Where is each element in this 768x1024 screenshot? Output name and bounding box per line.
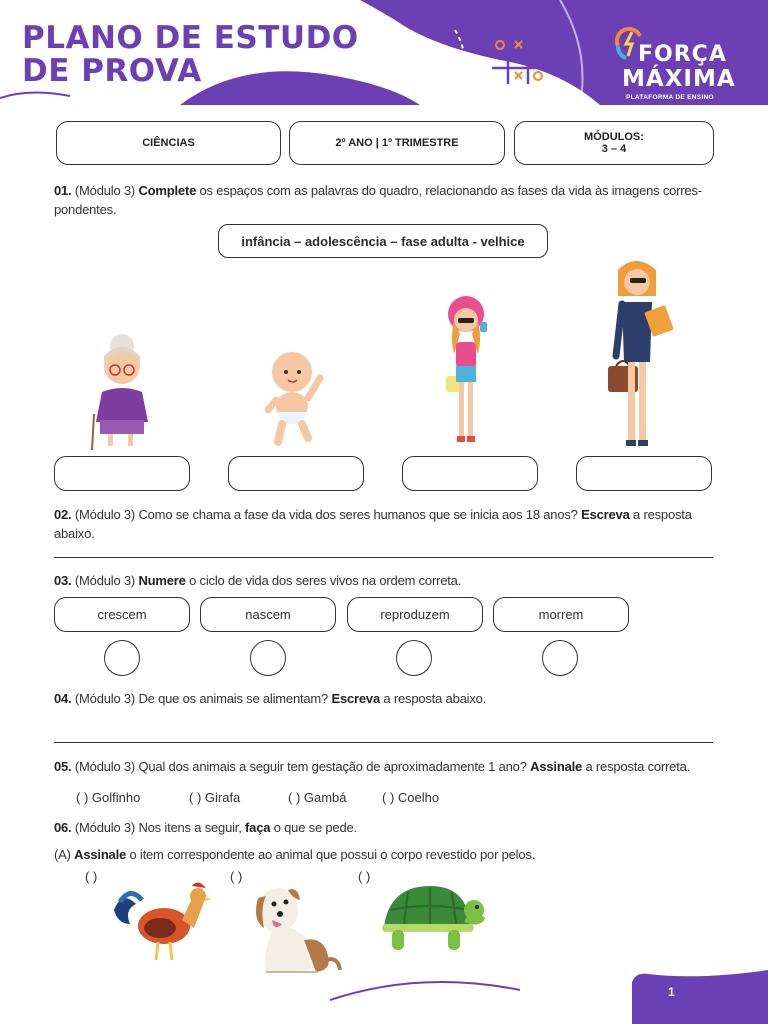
question-text: os espaços com as palavras do quadro, relacionando as fases da vida às imagens corres- (199, 183, 702, 198)
item-text: o item correspondente ao animal que possui o corpo revestido por pelos. (129, 847, 536, 862)
question-text-end: o que se pede. (273, 820, 357, 835)
brand-name-line2: MÁXIMA (622, 66, 736, 92)
question-number: 06. (54, 820, 72, 835)
page-title-line1: PLANO DE ESTUDO (22, 20, 359, 56)
option-girafa[interactable]: ( ) Girafa (189, 790, 241, 805)
question-verb: Numere (138, 573, 186, 588)
question-number: 01. (54, 183, 72, 198)
brand-subtitle: PLATAFORMA DE ENSINO (626, 94, 714, 101)
question-module: (Módulo 3) (74, 183, 136, 198)
question-number: 04. (54, 691, 72, 706)
businesswoman-illustration (604, 256, 676, 450)
brand-name-line1: FORÇA (638, 42, 727, 67)
option-coelho[interactable]: ( ) Coelho (382, 790, 440, 805)
cycle-item-nascem: nascem (200, 597, 336, 632)
page-title (22, 22, 359, 88)
question-text: o ciclo de vida dos seres vivos na ordem correta. (189, 573, 462, 588)
word-bank: infância – adolescência – fase adulta - velhice (218, 224, 548, 258)
question-module: (Módulo 3) (74, 759, 136, 774)
question-number: 03. (54, 573, 72, 588)
grandmother-illustration (86, 330, 158, 452)
option-golfinho[interactable]: ( ) Golfinho (76, 790, 141, 805)
answer-box-3[interactable] (402, 456, 538, 491)
subject-box: CIÊNCIAS (56, 121, 281, 165)
question-03 (54, 571, 734, 590)
question-04 (54, 689, 734, 708)
turtle-illustration (378, 880, 486, 956)
item-verb: Assinale (74, 847, 127, 862)
cycle-item-crescem: crescem (54, 597, 190, 632)
baby-illustration (262, 348, 326, 448)
question-text: De que os animais se alimentam? (138, 691, 329, 706)
question-01 (54, 181, 724, 219)
order-circle-3[interactable] (396, 640, 432, 676)
grade-box: 2º ANO | 1º TRIMESTRE (289, 121, 505, 165)
question-verb: Escreva (331, 691, 380, 706)
question-06 (54, 818, 734, 837)
question-text: Como se chama a fase da vida dos seres humanos que se inicia aos 18 anos? (138, 507, 578, 522)
question-text-end: a resposta correta. (585, 759, 691, 774)
question-verb: Assinale (530, 759, 583, 774)
question-verb: Escreva (581, 507, 630, 522)
question-module: (Módulo 3) (74, 507, 136, 522)
tic-tac-toe-icon (488, 36, 550, 86)
checkbox-rooster[interactable]: ( ) (85, 869, 98, 884)
order-circle-1[interactable] (104, 640, 140, 676)
checkbox-dog[interactable]: ( ) (230, 869, 243, 884)
question-module: (Módulo 3) (74, 820, 136, 835)
cycle-item-morrem: morrem (493, 597, 629, 632)
question-text-cont: pondentes. (54, 202, 117, 217)
modules-box: MÓDULOS: 3 – 4 (514, 121, 714, 165)
question-02 (54, 505, 734, 543)
question-number: 02. (54, 507, 72, 522)
answer-line-q4[interactable] (54, 742, 713, 743)
cycle-item-reproduzem: reproduzem (347, 597, 483, 632)
footer-decoration (0, 960, 768, 1024)
question-module: (Módulo 3) (74, 573, 136, 588)
question-verb: Complete (138, 183, 197, 198)
answer-line-q2[interactable] (54, 557, 713, 558)
item-letter: (A) (54, 847, 71, 862)
page-title-line2: DE PROVA (22, 53, 202, 89)
teen-girl-illustration (440, 294, 496, 446)
question-verb: faça (245, 820, 271, 835)
question-05 (54, 757, 734, 776)
order-circle-4[interactable] (542, 640, 578, 676)
order-circle-2[interactable] (250, 640, 286, 676)
question-06-item-a (54, 845, 734, 864)
question-module: (Módulo 3) (74, 691, 136, 706)
brand-logo (612, 26, 752, 106)
rooster-illustration (112, 880, 212, 962)
page-number: 1 (668, 985, 675, 999)
question-text-end: a resposta abaixo. (54, 507, 692, 541)
question-text: Nos itens a seguir, (138, 820, 242, 835)
answer-box-2[interactable] (228, 456, 364, 491)
question-text-end: a resposta abaixo. (383, 691, 487, 706)
question-text: Qual dos animais a seguir tem gestação de aproximadamente 1 ano? (138, 759, 527, 774)
answer-box-4[interactable] (576, 456, 712, 491)
checkbox-turtle[interactable]: ( ) (358, 869, 371, 884)
answer-box-1[interactable] (54, 456, 190, 491)
option-gamba[interactable]: ( ) Gambá (288, 790, 347, 805)
question-number: 05. (54, 759, 72, 774)
